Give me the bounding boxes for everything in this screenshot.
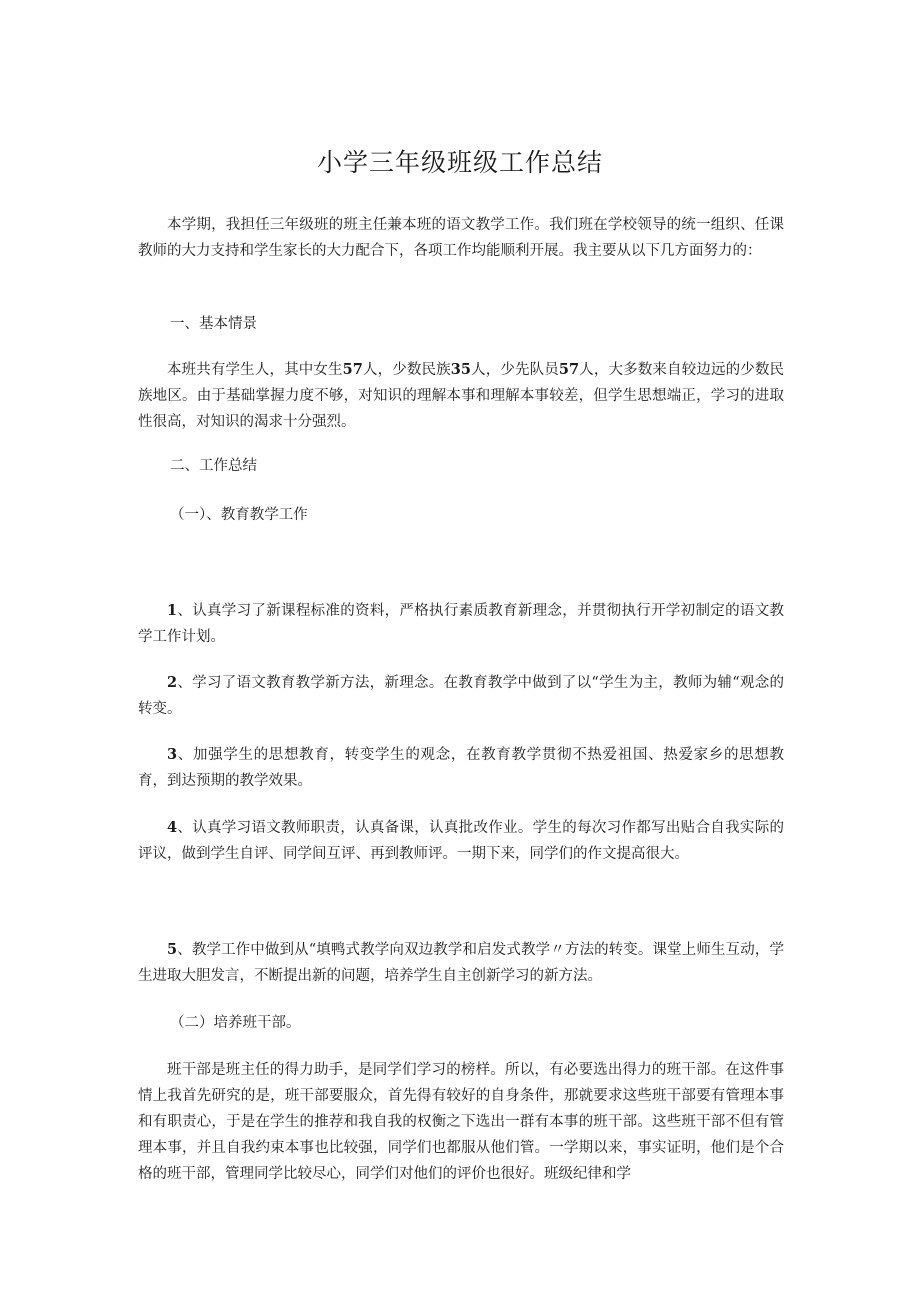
section1-heading: 一、基本情景 [170, 316, 257, 332]
section2-heading: 二、工作总结 [170, 458, 257, 474]
minority-count: 35 [450, 361, 471, 378]
item-number: 5 [167, 941, 178, 958]
section1-paragraph [138, 357, 784, 435]
item-text: 、教学工作中做到从“填鸭式教学向双边教学和启发式教学〃方法的转变。课堂上师生互动，学生进取大胆发言，不断提出新的问题，培养学生自主创新学习的新方法。 [138, 942, 784, 984]
section1-text-part2: 人，少数民族 [362, 362, 451, 378]
section1-text-part4: 人，大多数来自较边远的少数民族地区。由于基础掌握力度不够，对知识的理解本事和理解本事较差，但学生思想端正，学习的进取性很高，对知识的渴求十分强烈。 [138, 362, 785, 430]
girls-count: 57 [342, 361, 363, 378]
document-title: 小学三年级班级工作总结 [316, 147, 603, 177]
item-number: 4 [167, 819, 178, 836]
subsection2-paragraph: 班干部是班主任的得力助手，是同学们学习的榜样。所以，有必要选出得力的班干部。在这件事情上我首先研究的是，班干部要服众，首先得有较好的自身条件，那就要求这些班干部要有管理本事和有职责心，于是在学生的推荐和我自我的权衡之下选出一群有本事的班干部。这些班干部不但有管理本事，并且自我约束本事也比较强，同学们也都服从他们管。一学期以来，事实证明，他们是个合格的班干部，管理同学比较尽心，同学们对他们的评价也很好。班级纪律和学 [138, 1062, 784, 1182]
item-number: 3 [167, 746, 178, 763]
subsection2-heading: （二）培养班干部。 [170, 1015, 301, 1031]
list-item [138, 742, 784, 794]
item-text: 、加强学生的思想教育，转变学生的观念，在教育教学贯彻不热爱祖国、热爱家乡的思想教育，到达预期的教学效果。 [138, 747, 784, 789]
item-number: 2 [167, 674, 178, 691]
list-item [138, 815, 784, 867]
pioneers-count: 57 [558, 361, 580, 378]
item-number: 1 [167, 602, 178, 619]
list-item [138, 598, 784, 650]
section1-text-part3: 人，少先队员 [470, 362, 559, 378]
section1-text-part1: 本班共有学生人，其中女生 [167, 362, 343, 378]
intro-paragraph: 本学期，我担任三年级班的班主任兼本班的语文教学工作。我们班在学校领导的统一组织、任课教师的大力支持和学生家长的大力配合下，各项工作均能顺利开展。我主要从以下几方面努力的： [138, 217, 784, 259]
list-item [138, 670, 784, 722]
item-text: 、学习了语文教育教学新方法，新理念。在教育教学中做到了以“学生为主，教师为辅“观念的转变。 [138, 675, 784, 717]
list-item [138, 937, 784, 989]
item-text: 、认真学习语文教师职责，认真备课，认真批改作业。学生的每次习作都写出贴合自我实际的评议，做到学生自评、同学间互评、再到教师评。一期下来，同学们的作文提高很大。 [138, 820, 784, 862]
subsection1-heading: （一）、教育教学工作 [170, 507, 308, 523]
item-text: 、认真学习了新课程标准的资料，严格执行素质教育新理念，并贯彻执行开学初制定的语文教学工作计划。 [138, 603, 784, 645]
